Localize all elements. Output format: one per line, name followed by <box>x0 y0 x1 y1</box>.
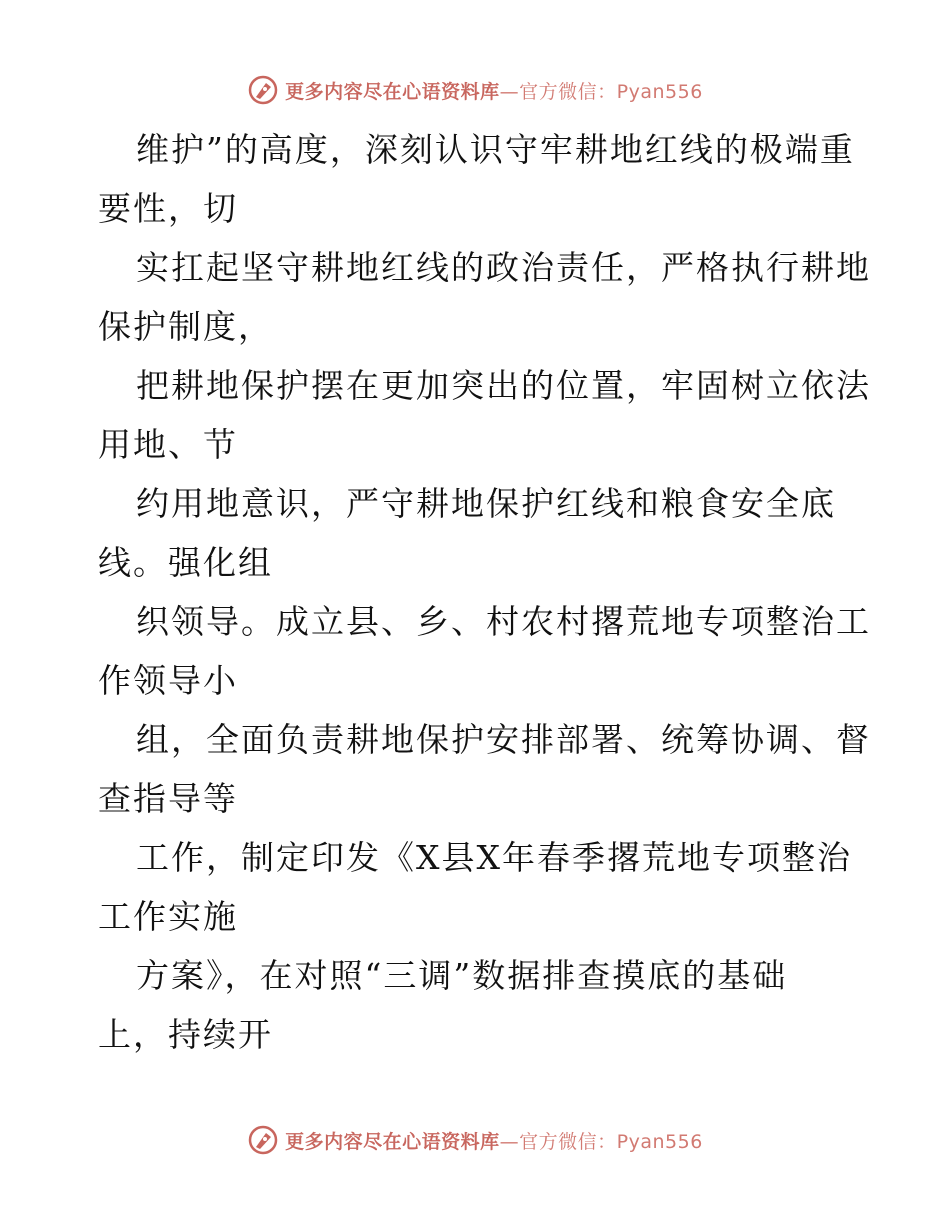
text-line: 上，持续开 <box>98 1015 273 1054</box>
watermark-suffix: 官方微信：Pyan556 <box>519 1130 703 1153</box>
footer-watermark <box>0 1120 950 1160</box>
text-line: 约用地意识，严守耕地保护红线和粮食安全底 <box>136 484 836 523</box>
pen-nib-logo-icon <box>247 74 279 106</box>
text-line: 要性，切 <box>98 189 238 228</box>
text-line: 实扛起坚守耕地红线的政治责任，严格执行耕地 <box>136 248 871 287</box>
text-line: 工作，制定印发《X县X年春季撂荒地专项整治 <box>136 838 852 877</box>
text-line: 查指导等 <box>98 779 238 818</box>
watermark-dash: — <box>499 80 520 103</box>
text-line: 线。强化组 <box>98 543 273 582</box>
watermark-main-text: 更多内容尽在心语资料库 <box>285 1130 500 1153</box>
watermark-text <box>285 77 703 104</box>
watermark-text <box>285 1127 703 1154</box>
text-line: 组，全面负责耕地保护安排部署、统筹协调、督 <box>136 720 871 759</box>
watermark-suffix: 官方微信：Pyan556 <box>519 80 703 103</box>
text-line: 把耕地保护摆在更加突出的位置，牢固树立依法 <box>136 366 871 405</box>
document-body <box>98 120 871 1064</box>
text-line: 作领导小 <box>98 661 238 700</box>
text-line: 用地、节 <box>98 425 238 464</box>
watermark-dash: — <box>499 1130 520 1153</box>
pen-nib-logo-icon <box>247 1124 279 1156</box>
text-line: 方案》，在对照“三调”数据排查摸底的基础 <box>136 956 788 995</box>
text-line: 维护”的高度，深刻认识守牢耕地红线的极端重 <box>136 130 855 169</box>
text-line: 工作实施 <box>98 897 238 936</box>
watermark-main-text: 更多内容尽在心语资料库 <box>285 80 500 103</box>
header-watermark <box>0 70 950 110</box>
text-line: 保护制度， <box>98 307 273 346</box>
text-line: 织领导。成立县、乡、村农村撂荒地专项整治工 <box>136 602 871 641</box>
